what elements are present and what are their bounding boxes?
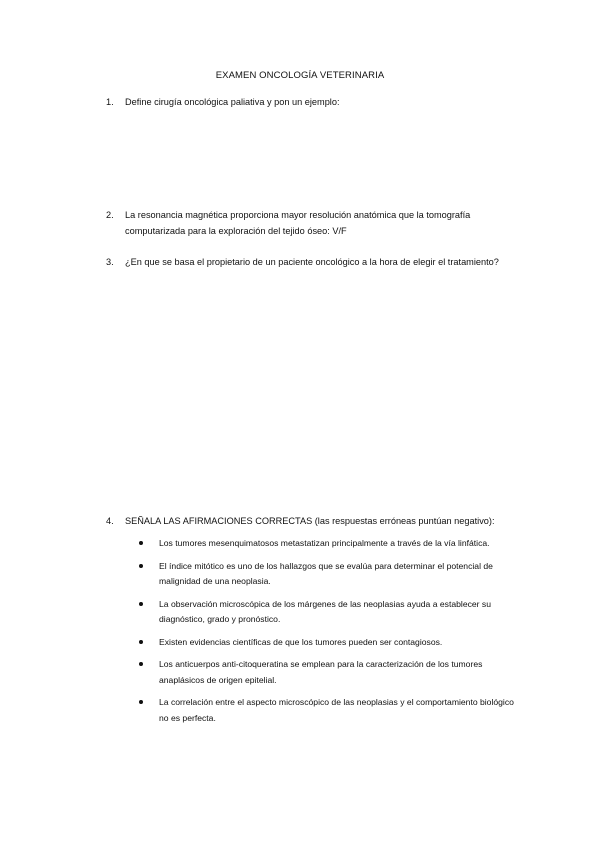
- bullet-icon: [139, 662, 143, 666]
- statement-item: [136, 657, 516, 688]
- bullet-icon: [139, 564, 143, 568]
- statement-text: Existen evidencias científicas de que los tumores pueden ser contagiosos.: [159, 636, 443, 647]
- statement-item: [136, 536, 516, 552]
- question-text: ¿En que se basa el propietario de un paciente oncológico a la hora de elegir el tratamiento?: [125, 257, 499, 267]
- statement-text: La correlación entre el aspecto microscópico de las neoplasias y el comportamiento biológico no es perfecta.: [159, 697, 514, 723]
- question-text: Define cirugía oncológica paliativa y pon un ejemplo:: [125, 97, 340, 107]
- question-number: 2.: [106, 210, 114, 220]
- question-3: [106, 254, 526, 270]
- statement-list: [136, 536, 516, 733]
- question-number: 1.: [106, 97, 114, 107]
- statement-text: Los tumores mesenquimatosos metastatizan principalmente a través de la vía linfática.: [159, 538, 490, 548]
- bullet-icon: [139, 602, 143, 606]
- statement-text: La observación microscópica de los márgenes de las neoplasias ayuda a establecer su diagnóstico, grado y pronóstico.: [159, 598, 492, 624]
- statement-item: [136, 559, 516, 590]
- statement-text: Los anticuerpos anti-citoqueratina se emplean para la caracterización de los tumores anaplásicos de origen epitelial.: [159, 659, 483, 685]
- question-4: [106, 513, 526, 529]
- exam-title: EXAMEN ONCOLOGÍA VETERINARIA: [215, 70, 385, 81]
- statement-text: El índice mitótico es uno de los hallazgos que se evalúa para determinar el potencial de malignidad de una neoplasia.: [159, 560, 493, 586]
- bullet-icon: [139, 700, 143, 704]
- question-number: 4.: [106, 516, 114, 526]
- question-text: SEÑALA LAS AFIRMACIONES CORRECTAS (las respuestas erróneas puntúan negativo):: [125, 516, 495, 526]
- question-2: [106, 207, 526, 239]
- question-number: 3.: [106, 257, 114, 267]
- statement-item: [136, 635, 516, 651]
- statement-item: [136, 597, 516, 628]
- question-1: [106, 94, 526, 110]
- bullet-icon: [139, 640, 143, 644]
- statement-item: [136, 695, 516, 726]
- bullet-icon: [139, 541, 143, 545]
- question-text: La resonancia magnética proporciona mayor resolución anatómica que la tomografía computarizada para la exploración del tejido óseo: V/F: [125, 210, 471, 236]
